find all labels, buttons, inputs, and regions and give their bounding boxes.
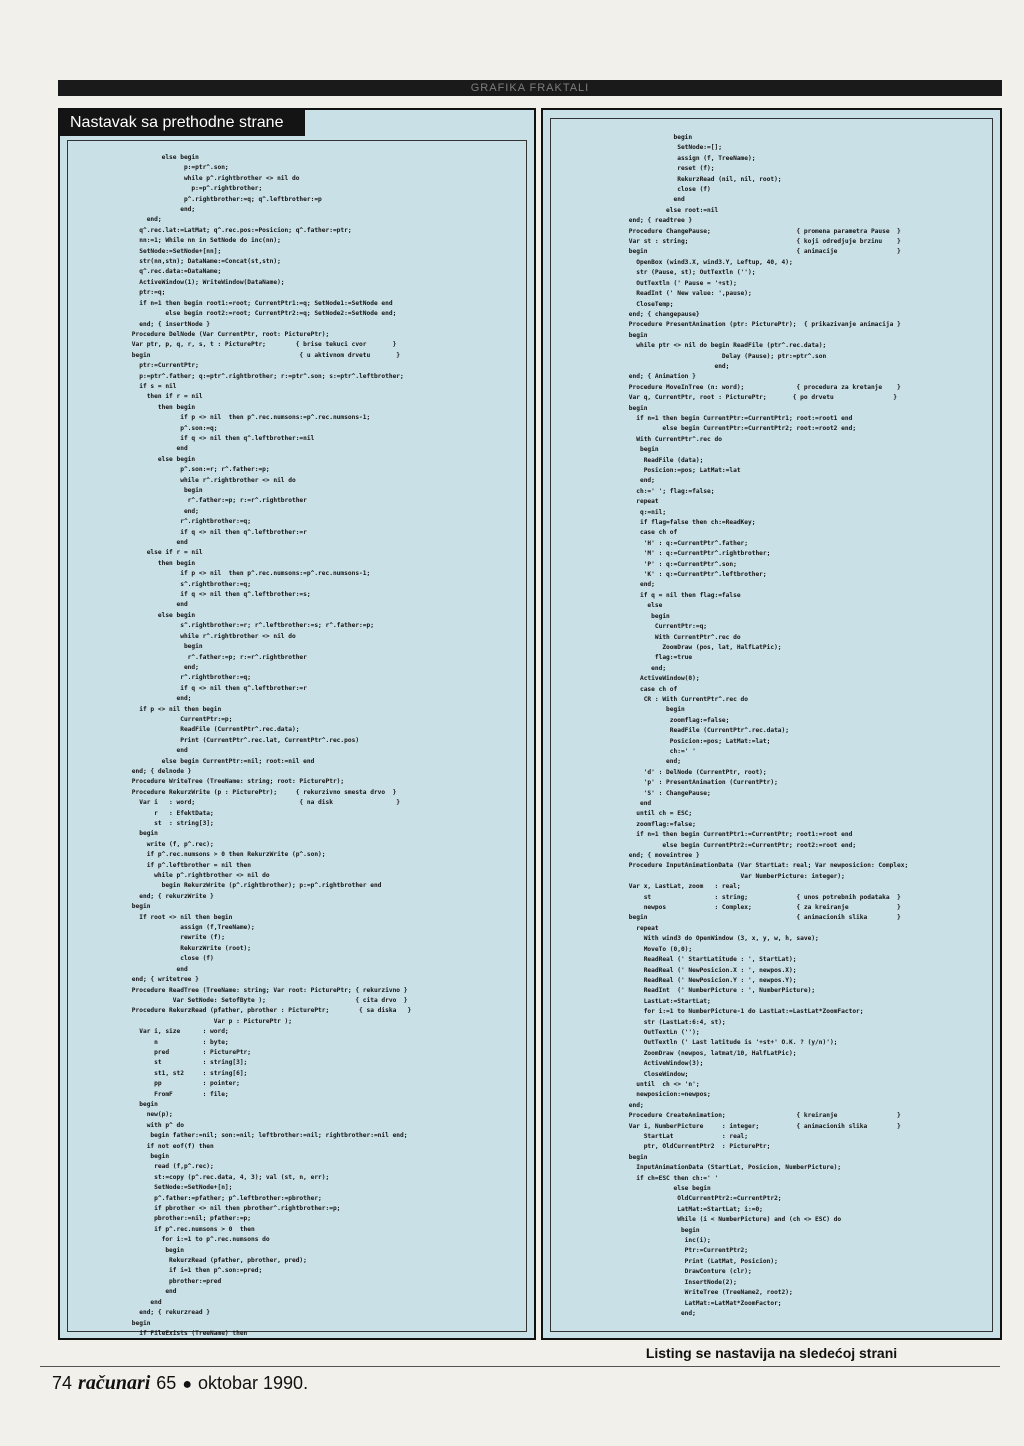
issue-number: 65 [156, 1373, 177, 1393]
magazine-logo: računari [78, 1372, 151, 1394]
bullet-separator: ● [182, 1376, 192, 1393]
footer-divider [40, 1366, 1000, 1367]
page-footer [52, 1372, 308, 1396]
continued-note: Listing se nastavija na sledećoj strani [645, 1345, 898, 1361]
code-listing-left: else begin p:=ptr^.son; while p^.rightbrother <> nil do p:=p^.rightbrother; p^.rightbrother:=q; q^.leftbrother:=p end; end; q^.rec.lat:=LatMat; q^.rec.pos:=Posicion; q^.father:=ptr; nn:=1; While nn in SetNode do inc(nn); SetNode:=SetNode+[nn]; str(nn,stn); DataName:=Concat(st,stn); q^.rec.data:=DataName; ActiveWindow(1); WriteWindow(DataName); ptr:=q; if n=1 then begin root1:=root; CurrentPtr1:=q; SetNode1:=SetNode end else begin root2:=root; CurrentPtr2:=q; SetNode2:=SetNode end; end; { insertNode } Procedure DelNode (Var CurrentPtr, root: PicturePtr); Var ptr, p, q, r, s, t : PicturePtr; { brise tekuci cvor } begin { u aktivnom drvetu } ptr:=CurrentPtr; p:=ptr^.father; q:=ptr^.rightbrother; r:=ptr^.son; s:=ptr^.leftbrother; if s = nil then if r = nil then begin if p <> nil then p^.rec.numsons:=p^.rec.numsons-1; p^.son:=q; if q <> nil then q^.leftbrother:=nil end else begin p^.son:=r; r^.father:=p; while r^.rightbrother <> nil do begin r^.father:=p; r:=r^.rightbrother end; r^.rightbrother:=q; if q <> nil then q^.leftbrother:=r end else if r = nil then begin if p <> nil then p^.rec.numsons:=p^.rec.numsons-1; s^.rightbrother:=q; if q <> nil then q^.leftbrother:=s; end else begin s^.rightbrother:=r; r^.leftbrother:=s; r^.father:=p; while r^.rightbrother <> nil do begin r^.father:=p; r:=r^.rightbrother end; r^.rightbrother:=q; if q <> nil then q^.leftbrother:=r end; if p <> nil then begin CurrentPtr:=p; ReadFile (CurrentPtr^.rec.data); Print (CurrentPtr^.rec.lat, CurrentPtr^.rec.pos) end else begin CurrentPtr:=nil; root:=nil end end; { delnode } Procedure WriteTree (TreeName: string; root: PicturePtr); Procedure RekurzWrite (p : PicturePtr); { rekurzivno smesta drvo } Var i : word; { na disk } r : EfektData; st : string[3]; begin write (f, p^.rec); if p^.rec.numsons > 0 then RekurzWrite (p^.son); if p^.leftbrother = nil then while p^.rightbrother <> nil do begin RekurzWrite (p^.rightbrother); p:=p^.rightbrother end end; { rekurzWrite } begin If root <> nil then begin assign (f,TreeName); rewrite (f); RekurzWrite (root); close (f) end end; { writetree } Procedure ReadTree (TreeName: string; Var root: PicturePtr; { rekurzivno } Var SetNode: SetofByte ); { cita drvo } Procedure RekurzRead (pfather, pbrother : PicturePtr; { sa diska } Var p : PicturePtr ); Var i, size : word; n : byte; pred : PicturePtr; st : string[3]; st1, st2 : string[6]; pp : pointer; FromF : file; begin new(p); with p^ do begin father:=nil; son:=nil; leftbrother:=nil; rightbrother:=nil end; if not eof(f) then begin read (f,p^.rec); st:=copy (p^.rec.data, 4, 3); val (st, n, err); SetNode:=SetNode+[n]; p^.father:=pfather; p^.leftbrother:=pbrother; if pbrother <> nil then pbrother^.rightbrother:=p; pbrother:=nil; pfather:=p; if p^.rec.numsons > 0 then for i:=1 to p^.rec.numsons do begin RekurzRead (pfather, pbrother, pred); if i=1 then p^.son:=pred; pbrother:=pred end end end; { rekurzread } begin if FileExists (TreeName) then [131, 154, 412, 1337]
listing-frame-left [67, 140, 527, 1337]
issue-date: oktobar 1990. [197, 1373, 309, 1393]
page-number: 74 [52, 1373, 73, 1393]
section-header-bar [58, 80, 1002, 96]
continued-from-title: Nastavak sa prethodne strane [60, 110, 305, 136]
listing-frame-right [550, 118, 993, 1332]
listing-panel-left [58, 108, 536, 1340]
section-title: GRAFIKA FRAKTALI [470, 82, 590, 94]
code-listing-right: begin SetNode:=[]; assign (f, TreeName); reset (f); RekurzRead (nil, nil, root); close (f) end else root:=nil end; { readtree } Procedure ChangePause; { promena parametra Pause } Var st : string; { koji odredjuje brzinu } begin { animacije } OpenBox (wind3.X, wind3.Y, Leftup, 40, 4); str (Pause, st); OutTextln (''); OutTextln (' Pause = '+st); ReadInt (' New value: ',pause); CloseTemp; end; { changepause} Procedure PresentAnimation (ptr: PicturePtr); { prikazivanje animacija } begin while ptr <> nil do begin ReadFile (ptr^.rec.data); Delay (Pause); ptr:=ptr^.son end; end; { Animation } Procedure MoveInTree (n: word); { procedura za kretanje } Var q, CurrentPtr, root : PicturePtr; { po drvetu } begin if n=1 then begin CurrentPtr:=CurrentPtr1; root:=root1 end else begin CurrentPtr:=CurrentPtr2; root:=root2 end; With CurrentPtr^.rec do begin ReadFile (data); Posicion:=pos; LatMat:=lat end; ch:=' '; flag:=false; repeat q:=nil; if flag=false then ch:=ReadKey; case ch of 'H' : q:=CurrentPtr^.father; 'M' : q:=CurrentPtr^.rightbrother; 'P' : q:=CurrentPtr^.son; 'K' : q:=CurrentPtr^.leftbrother; end; if q = nil then flag:=false else begin CurrentPtr:=q; With CurrentPtr^.rec do ZoomDraw (pos, lat, HalfLatPic); flag:=true end; ActiveWindow(0); case ch of CR : With CurrentPtr^.rec do begin zoomflag:=false; ReadFile (CurrentPtr^.rec.data); Posicion:=pos; LatMat:=lat; ch:=' ' end; 'd' : DelNode (CurrentPtr, root); 'p' : PresentAnimation (CurrentPtr); 'S' : ChangePause; end until ch = ESC; zoomflag:=false; if n=1 then begin CurrentPtr1:=CurrentPtr; root1:=root end else begin CurrentPtr2:=CurrentPtr; root2:=root end; end; { moveintree } Procedure InputAnimationData (Var StartLat: real; Var newposicion: Complex; Var NumberPicture: integer); Var x, LastLat, zoom : real; st : string; { unos potrebnih podataka } newpos : Complex; { za kreiranje } begin { animacionih slika } repeat With wind3 do OpenWindow (3, x, y, w, h, save); MoveTo (0,0); ReadReal (' StartLatitude : ', StartLat); ReadReal (' NewPosicion.X : ', newpos.X); ReadReal (' NewPosicion.Y : ', newpos.Y); ReadInt (' NumberPicture : ', NumberPicture); LastLat:=StartLat; for i:=1 to NumberPicture-1 do LastLat:=LastLat*ZoomFactor; str (LastLat:6:4, st); OutTextLn (''); OutTextln (' Last latitude is '+st+' O.K. ? (y/n)'); ZoomDraw (newpos, latmat/10, HalfLatPic); ActiveWindow(3); CloseWindow; until ch <> 'n'; newposicion:=newpos; end; Procedure CreateAnimation; { kreiranje } Var i, NumberPicture : integer; { animacionih slika } StartLat : real; ptr, OldCurrentPtr2 : PicturePtr; begin InputAnimationData (StartLat, Posicion, NumberPicture); if ch=ESC then ch:=' ' else begin OldCurrentPtr2:=CurrentPtr2; LatMat:=StartLat; i:=0; While (i < NumberPicture) and (ch <> ESC) do begin inc(i); Ptr:=CurrentPtr2; Print (LatMat, Posicion); DrawConture (clr); InsertNode(2); WriteTree (TreeName2, root2); LatMat:=LatMat*ZoomFactor; end; [628, 134, 909, 1317]
listing-panel-right [541, 108, 1002, 1340]
